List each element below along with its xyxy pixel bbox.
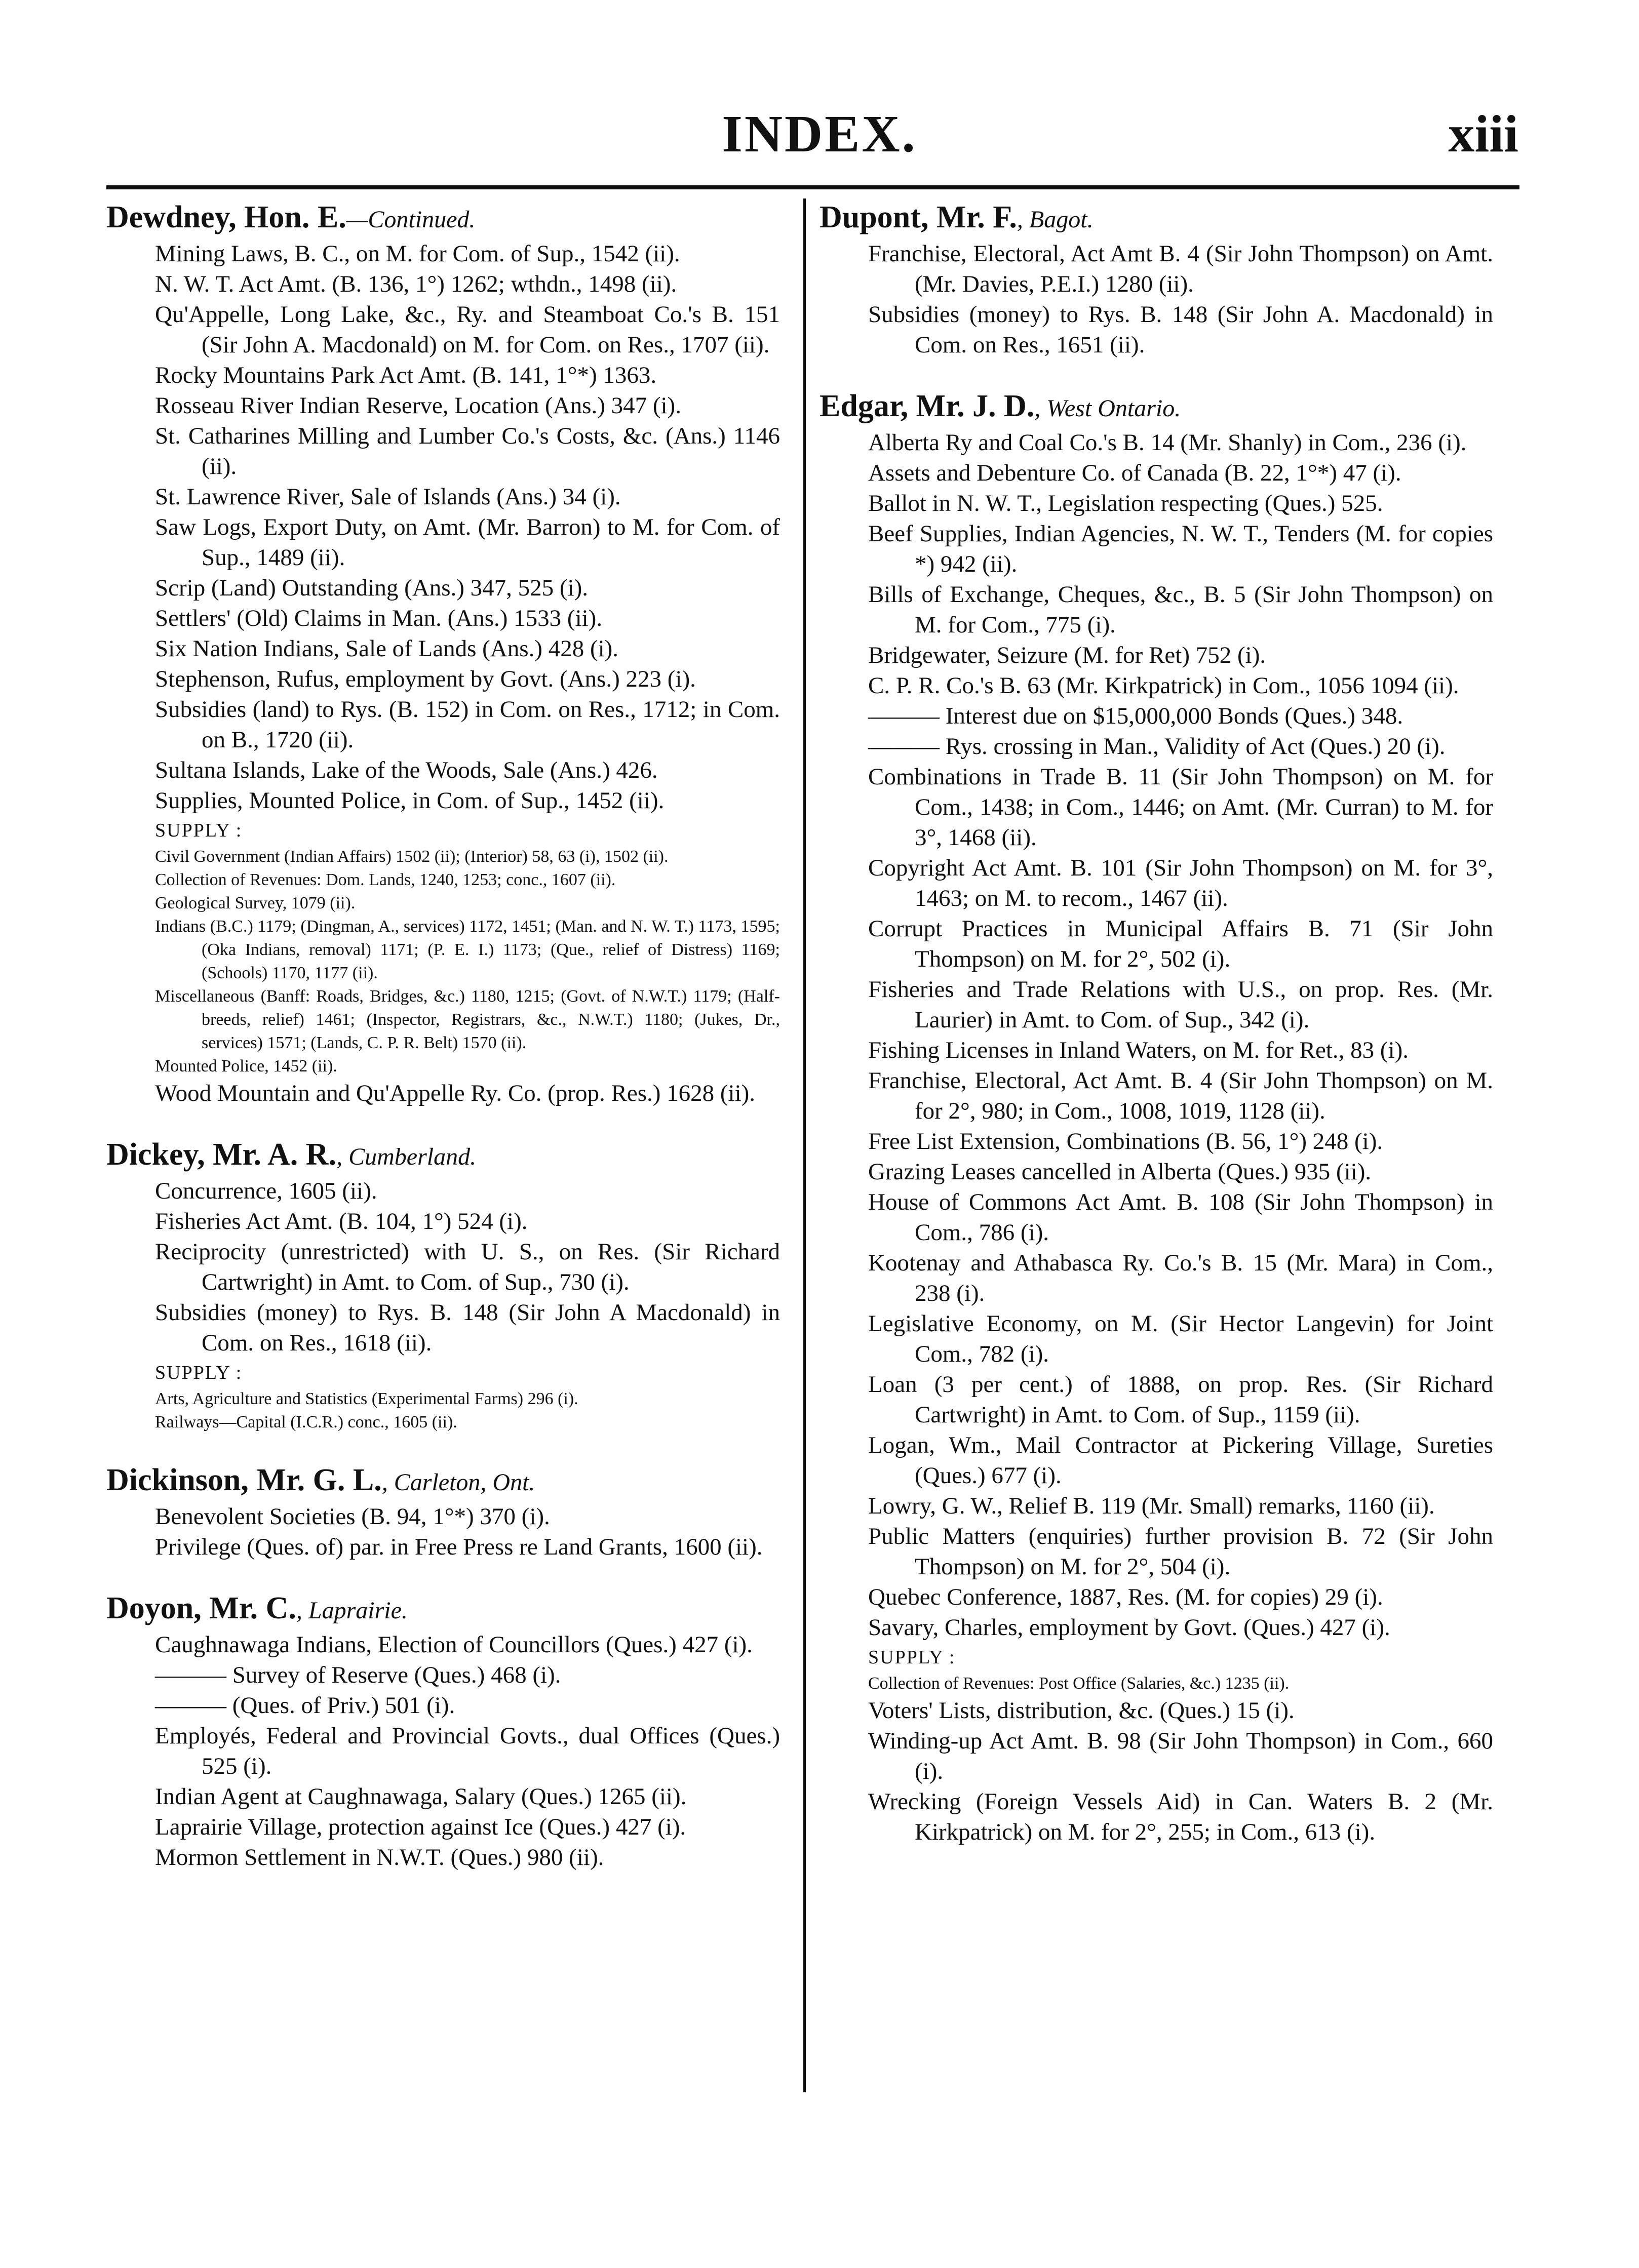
- subentry: Saw Logs, Export Duty, on Amt. (Mr. Barron) to M. for Com. of Sup., 1489 (ii).: [155, 514, 780, 571]
- subentry: Sultana Islands, Lake of the Woods, Sale (Ans.) 426.: [155, 757, 658, 783]
- index-entry: [820, 198, 1493, 360]
- subentry: Fisheries Act Amt. (B. 104, 1°) 524 (i).: [155, 1208, 528, 1235]
- subentry: Benevolent Societies (B. 94, 1°*) 370 (i).: [155, 1503, 550, 1530]
- entry-note: , Carleton, Ont.: [381, 1469, 535, 1496]
- subentry: Lowry, G. W., Relief B. 119 (Mr. Small) remarks, 1160 (ii).: [868, 1493, 1435, 1519]
- subentry: Concurrence, 1605 (ii).: [155, 1178, 377, 1204]
- subentry: Public Matters (enquiries) further provision B. 72 (Sir John Thompson) on M. for 2°, 504 (i).: [868, 1523, 1493, 1580]
- subentry: St. Catharines Milling and Lumber Co.'s Costs, &c. (Ans.) 1146 (ii).: [155, 423, 780, 480]
- subentry: Settlers' (Old) Claims in Man. (Ans.) 1533 (ii).: [155, 605, 603, 631]
- subentry: Savary, Charles, employment by Govt. (Ques.) 427 (i).: [868, 1614, 1390, 1641]
- subentry: Loan (3 per cent.) of 1888, on prop. Res. (Sir Richard Cartwright) in Amt. to Com. of Sup., 1159 (ii).: [868, 1371, 1493, 1428]
- page-title: INDEX.: [722, 105, 917, 163]
- subentry: Copyright Act Amt. B. 101 (Sir John Thompson) on M. for 3°, 1463; on M. to recom., 1467 (ii).: [868, 855, 1493, 911]
- entry-heading: [106, 1461, 780, 1501]
- entry-heading: [820, 198, 1493, 238]
- subentry: St. Lawrence River, Sale of Islands (Ans.) 34 (i).: [155, 484, 621, 510]
- entry-note: , Cumberland.: [336, 1143, 477, 1170]
- subentry: Logan, Wm., Mail Contractor at Pickering Village, Sureties (Ques.) 677 (i).: [868, 1432, 1493, 1489]
- supply-label: SUPPLY :: [155, 1362, 243, 1383]
- entry-name: Dickinson, Mr. G. L.: [106, 1463, 382, 1497]
- entry-name: Doyon, Mr. C.: [106, 1591, 296, 1625]
- subentry: Free List Extension, Combinations (B. 56, 1°) 248 (i).: [868, 1128, 1383, 1155]
- entry-heading: [820, 387, 1493, 427]
- entry-name: Dickey, Mr. A. R.: [106, 1137, 337, 1172]
- supply-item: Civil Government (Indian Affairs) 1502 (ii); (Interior) 58, 63 (i), 1502 (ii).: [155, 847, 669, 866]
- subentry: N. W. T. Act Amt. (B. 136, 1°) 1262; wthdn., 1498 (ii).: [155, 271, 677, 297]
- subentry: Subsidies (money) to Rys. B. 148 (Sir John A. Macdonald) in Com. on Res., 1651 (ii).: [868, 301, 1493, 358]
- entry-name: Edgar, Mr. J. D.: [820, 389, 1035, 423]
- supply-label: SUPPLY :: [868, 1647, 956, 1668]
- entry-note: , West Ontario.: [1034, 395, 1181, 422]
- subentry: Franchise, Electoral, Act Amt B. 4 (Sir John Thompson) on Amt. (Mr. Davies, P.E.I.) 1280 (ii).: [868, 241, 1493, 297]
- supply-item: Collection of Revenues: Post Office (Salaries, &c.) 1235 (ii).: [868, 1674, 1290, 1693]
- subentry: ——— Rys. crossing in Man., Validity of Act (Ques.) 20 (i).: [868, 733, 1446, 760]
- subentry: ——— (Ques. of Priv.) 501 (i).: [155, 1692, 455, 1719]
- supply-item: Miscellaneous (Banff: Roads, Bridges, &c.) 1180, 1215; (Govt. of N.W.T.) 1179; (Half-breeds, relief) 1461; (Inspector, Registrars, &c., N.W.T.) 1180; (Jukes, Dr., services) 1571; (Lands, C. P. R. Belt) 1570 (ii).: [155, 987, 780, 1052]
- supply-item: Railways—Capital (I.C.R.) conc., 1605 (ii).: [155, 1413, 457, 1431]
- entry-heading: [106, 1136, 780, 1176]
- supply-item: Geological Survey, 1079 (ii).: [155, 894, 356, 912]
- header-rule: [106, 185, 1519, 189]
- entry-heading: [106, 1589, 780, 1629]
- supply-item: Collection of Revenues: Dom. Lands, 1240, 1253; conc., 1607 (ii).: [155, 870, 616, 889]
- subentry: Subsidies (money) to Rys. B. 148 (Sir John A Macdonald) in Com. on Res., 1618 (ii).: [155, 1299, 780, 1356]
- subentry: Fishing Licenses in Inland Waters, on M. for Ret., 83 (i).: [868, 1037, 1409, 1063]
- subentry: Wood Mountain and Qu'Appelle Ry. Co. (prop. Res.) 1628 (ii).: [155, 1080, 756, 1106]
- subentry: Fisheries and Trade Relations with U.S., on prop. Res. (Mr. Laurier) in Amt. to Com. of Sup., 342 (i).: [868, 976, 1493, 1033]
- subentry: Privilege (Ques. of) par. in Free Press re Land Grants, 1600 (ii).: [155, 1534, 763, 1560]
- subentry: Caughnawaga Indians, Election of Councillors (Ques.) 427 (i).: [155, 1632, 753, 1658]
- subentry: Voters' Lists, distribution, &c. (Ques.) 15 (i).: [868, 1697, 1295, 1724]
- subentry: Scrip (Land) Outstanding (Ans.) 347, 525 (i).: [155, 575, 588, 601]
- supply-item: Arts, Agriculture and Statistics (Experimental Farms) 296 (i).: [155, 1389, 578, 1408]
- page-number: xiii: [1448, 105, 1518, 163]
- subentry: Rosseau River Indian Reserve, Location (Ans.) 347 (i).: [155, 392, 681, 419]
- subentry: Bridgewater, Seizure (M. for Ret) 752 (i).: [868, 642, 1266, 668]
- subentry: Bills of Exchange, Cheques, &c., B. 5 (Sir John Thompson) on M. for Com., 775 (i).: [868, 581, 1493, 638]
- subentry: Winding-up Act Amt. B. 98 (Sir John Thompson) in Com., 660 (i).: [868, 1728, 1493, 1784]
- subentry: Laprairie Village, protection against Ice (Ques.) 427 (i).: [155, 1814, 686, 1840]
- index-entry: [106, 1589, 780, 1873]
- index-entry: [106, 1461, 780, 1562]
- column-divider: [803, 198, 806, 2092]
- subentry: Reciprocity (unrestricted) with U. S., on Res. (Sir Richard Cartwright) in Amt. to Com. of Sup., 730 (i).: [155, 1239, 780, 1295]
- subentry: Ballot in N. W. T., Legislation respecting (Ques.) 525.: [868, 490, 1383, 516]
- subentry: Indian Agent at Caughnawaga, Salary (Ques.) 1265 (ii).: [155, 1783, 687, 1810]
- subentry: C. P. R. Co.'s B. 63 (Mr. Kirkpatrick) in Com., 1056 1094 (ii).: [868, 672, 1459, 699]
- supply-item: Indians (B.C.) 1179; (Dingman, A., services) 1172, 1451; (Man. and N. W. T.) 1173, 1595; (Oka Indians, removal) 1171; (P. E. I.) 1173; (Que., relief of Distress) 1169; (Schools) 1170, 1177 (ii).: [155, 917, 780, 982]
- subentry: Mining Laws, B. C., on M. for Com. of Sup., 1542 (ii).: [155, 241, 680, 267]
- subentry: Beef Supplies, Indian Agencies, N. W. T., Tenders (M. for copies *) 942 (ii).: [868, 521, 1493, 577]
- subentry: Supplies, Mounted Police, in Com. of Sup., 1452 (ii).: [155, 787, 665, 814]
- subentry: Six Nation Indians, Sale of Lands (Ans.) 428 (i).: [155, 635, 619, 662]
- subentry: Employés, Federal and Provincial Govts., dual Offices (Ques.) 525 (i).: [155, 1723, 780, 1779]
- subentry: ——— Interest due on $15,000,000 Bonds (Ques.) 348.: [868, 703, 1403, 729]
- subentry: Qu'Appelle, Long Lake, &c., Ry. and Steamboat Co.'s B. 151 (Sir John A. Macdonald) on M. for Com. on Res., 1707 (ii).: [155, 301, 780, 358]
- entry-note: , Laprairie.: [296, 1597, 408, 1624]
- subentry: Combinations in Trade B. 11 (Sir John Thompson) on M. for Com., 1438; in Com., 1446; on Amt. (Mr. Curran) to M. for 3°, 1468 (ii).: [868, 764, 1493, 851]
- subentry: Mormon Settlement in N.W.T. (Ques.) 980 (ii).: [155, 1844, 604, 1871]
- right-column: [820, 198, 1493, 1875]
- subentry: Rocky Mountains Park Act Amt. (B. 141, 1°*) 1363.: [155, 362, 657, 388]
- subentry: Franchise, Electoral, Act Amt. B. 4 (Sir John Thompson) on M. for 2°, 980; in Com., 1008, 1019, 1128 (ii).: [868, 1067, 1493, 1124]
- entry-heading: [106, 198, 780, 238]
- supply-label: SUPPLY :: [155, 820, 243, 841]
- subentry: Grazing Leases cancelled in Alberta (Ques.) 935 (ii).: [868, 1159, 1372, 1185]
- subentry: Wrecking (Foreign Vessels Aid) in Can. Waters B. 2 (Mr. Kirkpatrick) on M. for 2°, 255; in Com., 613 (i).: [868, 1788, 1493, 1845]
- supply-item: Mounted Police, 1452 (ii).: [155, 1057, 337, 1076]
- subentry: Corrupt Practices in Municipal Affairs B. 71 (Sir John Thompson) on M. for 2°, 502 (i).: [868, 916, 1493, 972]
- subentry: Stephenson, Rufus, employment by Govt. (Ans.) 223 (i).: [155, 666, 696, 692]
- subentry: ——— Survey of Reserve (Ques.) 468 (i).: [155, 1662, 561, 1688]
- subentry: Alberta Ry and Coal Co.'s B. 14 (Mr. Shanly) in Com., 236 (i).: [868, 429, 1467, 456]
- entry-name: Dupont, Mr. F.: [820, 200, 1017, 234]
- index-entry: [820, 387, 1493, 1847]
- entry-name: Dewdney, Hon. E.: [106, 200, 346, 234]
- subentry: Subsidies (land) to Rys. (B. 152) in Com. on Res., 1712; in Com. on B., 1720 (ii).: [155, 696, 780, 753]
- subentry: Assets and Debenture Co. of Canada (B. 22, 1°*) 47 (i).: [868, 460, 1401, 486]
- index-entry: [106, 198, 780, 1108]
- left-column: [106, 198, 780, 1900]
- subentry: House of Commons Act Amt. B. 108 (Sir John Thompson) in Com., 786 (i).: [868, 1189, 1493, 1246]
- index-entry: [106, 1136, 780, 1434]
- subentry: Legislative Economy, on M. (Sir Hector Langevin) for Joint Com., 782 (i).: [868, 1310, 1493, 1367]
- entry-note: , Bagot.: [1017, 206, 1094, 233]
- subentry: Kootenay and Athabasca Ry. Co.'s B. 15 (Mr. Mara) in Com., 238 (i).: [868, 1250, 1493, 1306]
- entry-note: —Continued.: [346, 206, 476, 233]
- subentry: Quebec Conference, 1887, Res. (M. for copies) 29 (i).: [868, 1584, 1383, 1610]
